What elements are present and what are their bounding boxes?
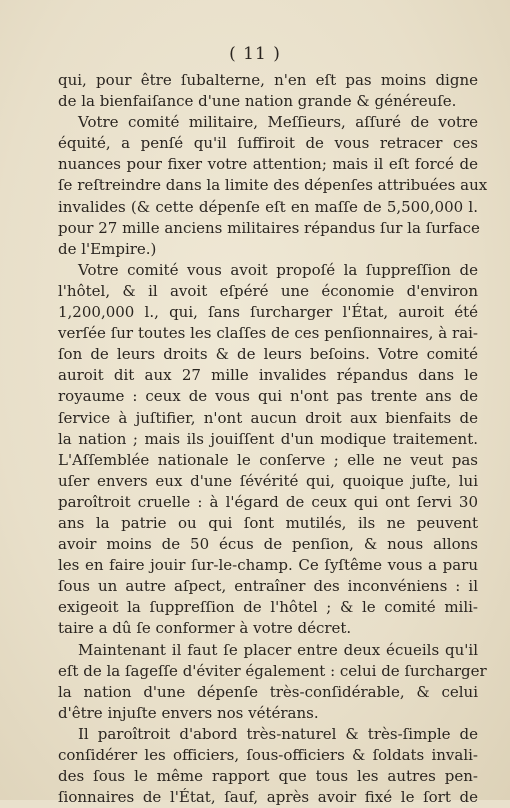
text-line: auroit dit aux 27 mille invalides répandus dans le bbox=[58, 366, 478, 385]
text-line: ſous un autre aſpect, entraîner des inconvéniens : il bbox=[58, 577, 478, 596]
text-line: équité, a penſé qu'il ſuffiroit de vous retracer ces bbox=[58, 134, 478, 153]
text-line: qui, pour être ſubalterne, n'en eſt pas moins digne bbox=[58, 71, 478, 89]
text-line: nuances pour fixer votre attention; mais il eſt forcé de bbox=[58, 155, 478, 174]
text-line: d'être injuſte envers nos vétérans. bbox=[58, 703, 319, 722]
text-line: exigeoit la ſuppreſſion de l'hôtel ; & le comité mili- bbox=[58, 598, 478, 617]
text-line: 1,200,000 l., qui, ſans ſurcharger l'État, auroit été bbox=[58, 303, 478, 322]
text-line: Votre comité militaire, Meſſieurs, aſſuré de votre bbox=[78, 113, 478, 132]
text-line: Maintenant il faut ſe placer entre deux écueils qu'il bbox=[78, 640, 478, 659]
text-line: ſe reſtreindre dans la limite des dépenſes attribuées aux bbox=[58, 176, 488, 195]
text-line: paroîtroit cruelle : à l'égard de ceux qui ont ſervi 30 bbox=[58, 492, 478, 511]
text-line: les en faire jouir ſur-le-champ. Ce ſyſtême vous a paru bbox=[58, 556, 478, 575]
text-line: eſt de la ſageſſe d'éviter également : celui de ſurcharger bbox=[58, 661, 487, 680]
text-line: uſer envers eux d'une ſévérité qui, quoique juſte, lui bbox=[58, 471, 478, 490]
text-line: Il paroîtroit d'abord très-naturel & très-ſimple de bbox=[78, 724, 478, 743]
text-line: Votre comité vous avoit propoſé la ſuppreſſion de bbox=[78, 260, 478, 279]
text-line: la nation ; mais ils jouiſſent d'un modique traitement. bbox=[58, 429, 478, 448]
text-line: pour 27 mille anciens militaires répandus ſur la ſurface bbox=[58, 218, 480, 237]
text-line: ans la patrie ou qui ſont mutilés, ils ne peuvent bbox=[58, 513, 478, 532]
page-number: ( 11 ) bbox=[229, 44, 281, 64]
text-line: ſon de leurs droits & de leurs beſoins. Votre comité bbox=[58, 345, 478, 364]
body-text bbox=[58, 70, 488, 808]
text-line: L'Aſſemblée nationale le conſerve ; elle ne veut pas bbox=[58, 450, 478, 469]
text-line: taire a dû ſe conformer à votre décret. bbox=[58, 619, 352, 638]
text-line: de l'Empire.) bbox=[58, 239, 157, 258]
text-line: des ſous le même rapport que tous les autres pen- bbox=[58, 767, 478, 786]
text-line: royaume : ceux de vous qui n'ont pas trente ans de bbox=[58, 387, 478, 406]
text-line: ſionnaires de l'État, ſauf, après avoir fixé le ſort de bbox=[58, 788, 478, 807]
text-line: ſervice à juſtifier, n'ont aucun droit aux bienfaits de bbox=[58, 408, 478, 427]
text-line: conſidérer les officiers, ſous-officiers & ſoldats invali- bbox=[58, 746, 478, 764]
text-line: la nation d'une dépenſe très-conſidérable, & celui bbox=[58, 682, 478, 701]
text-line: de la bienfaiſance d'une nation grande & généreuſe. bbox=[58, 92, 457, 111]
text-line: avoir moins de 50 écus de penſion, & nous allons bbox=[58, 535, 478, 554]
text-line: l'hôtel, & il avoit eſpéré une économie d'environ bbox=[58, 281, 478, 300]
text-line: verſée ſur toutes les claſſes de ces penſionnaires, à rai- bbox=[58, 324, 478, 343]
text-line: invalides (& cette dépenſe eſt en maſſe de 5,500,000 l. bbox=[58, 197, 478, 216]
